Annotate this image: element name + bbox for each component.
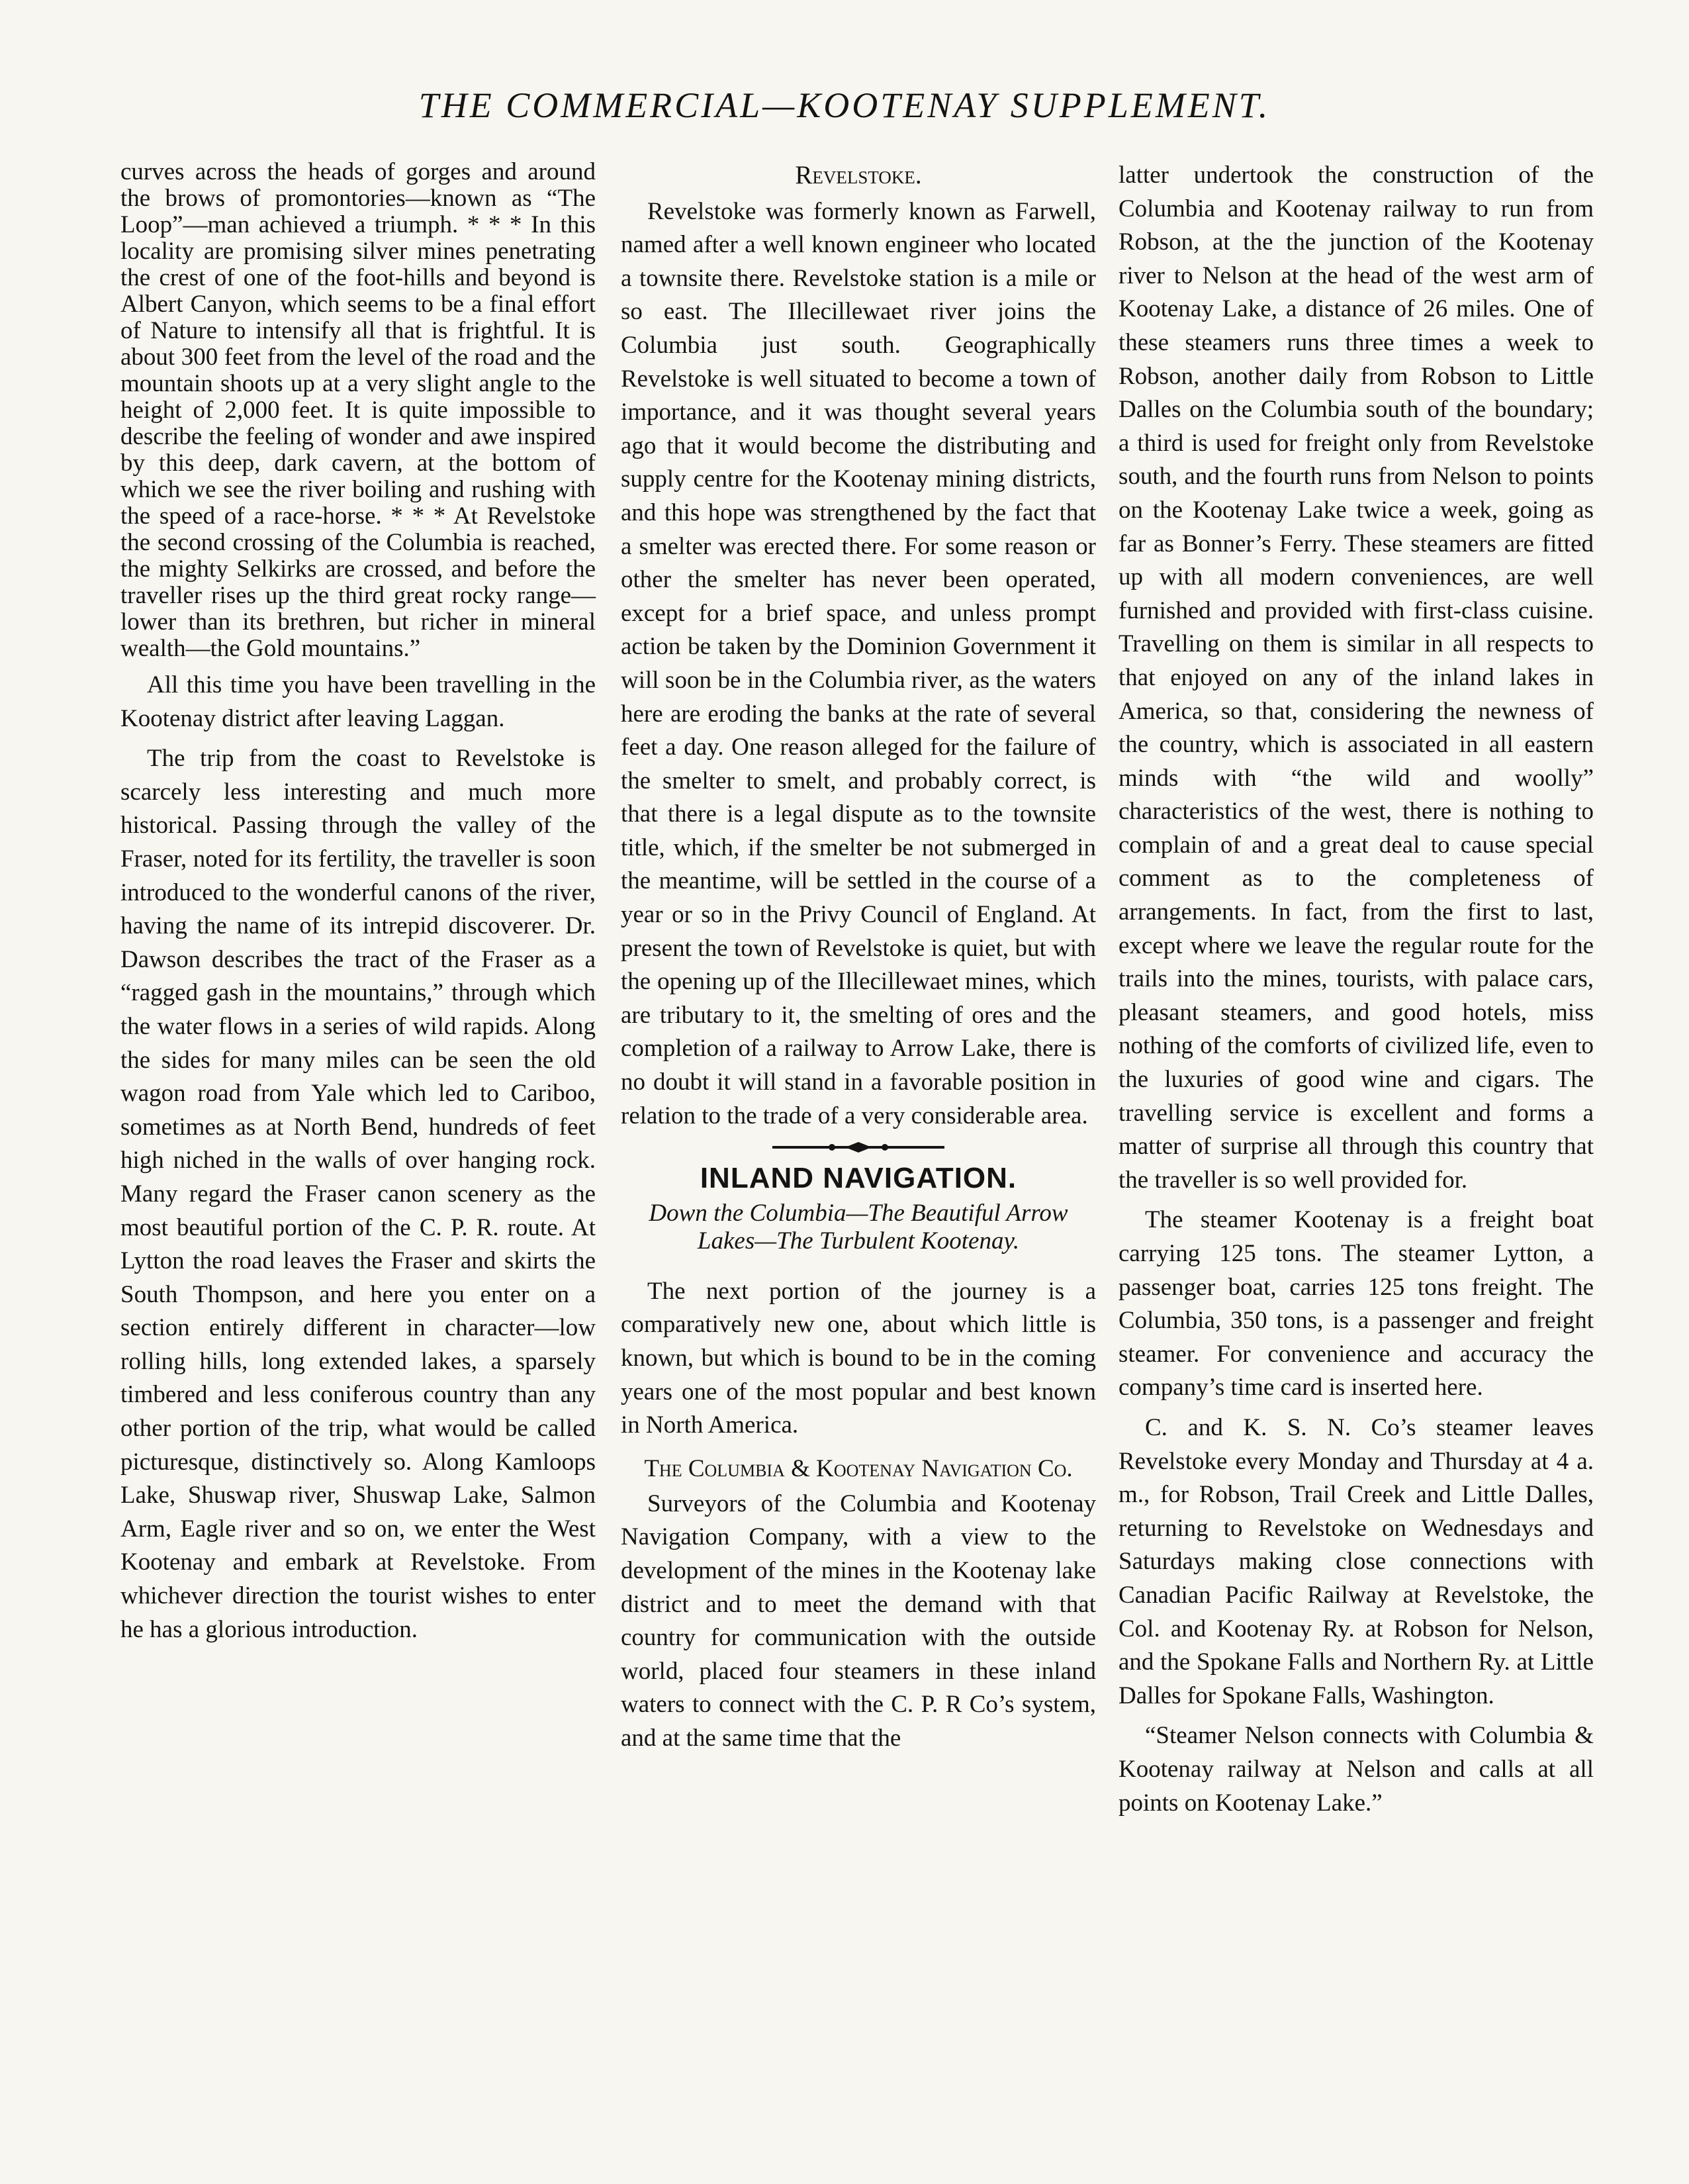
inland-navigation-subtitle: Down the Columbia—The Beautiful Arrow Lakes—The Turbulent Kootenay. bbox=[649, 1199, 1068, 1255]
revelstoke-heading: Revelstoke. bbox=[795, 161, 922, 189]
column1-paragraph-3: The trip from the coast to Revelstoke is scarcely less interesting and much more historical. Passing through the valley of the Fraser, noted for its fertility, the traveller is soon introduced to the wonderful canons of the river, having the name of its intrepid discoverer. Dr. Dawson describes the tract of the Fraser as a “ragged gash in the mountains,” through which the water flows in a series of wild rapids. Along the sides for many miles can be seen the old wagon road from Yale which led to Cariboo, sometimes as at North Bend, hundreds of feet high niched in the walls of over hanging rock. Many regard the Fraser canon scenery as the most beautiful portion of the C. P. R. route. At Lytton the road leaves the Fraser and skirts the South Thompson, and here you enter on a section entirely different in character—low rolling hills, long extended lakes, a sparsely timbered and less coniferous country than any other portion of the trip, what would be called picturesque, distinctively so. Along Kamloops Lake, Shuswap river, Shuswap Lake, Salmon Arm, Eagle river and so on, we enter the West Kootenay and embark at Revelstoke. From whichever direction the tourist wishes to enter he has a glorious introduction. bbox=[120, 745, 596, 1643]
column2-paragraph-3: Surveyors of the Columbia and Kootenay Navigation Company, with a view to the development of the mines in the Kootenay lake district and to meet the demand with that country for communication with the outside world, placed four steamers in these inland waters to connect with the C. P. R Co’s system, and at the same time that the bbox=[621, 1490, 1096, 1752]
column-1 bbox=[120, 159, 596, 1646]
column3-paragraph-4: “Steamer Nelson connects with Columbia & Kootenay railway at Nelson and calls at all points on Kootenay Lake.” bbox=[1118, 1722, 1594, 1817]
ornamental-rule bbox=[621, 1138, 1096, 1157]
column3-paragraph-1: latter undertook the construction of the Columbia and Kootenay railway to run from Robson, at the the junction of the Kootenay river to Nelson at the head of the west arm of Kootenay Lake, a distance of 26 miles. One of these steamers runs three times a week to Robson, another daily from Robson to Little Dalles on the Columbia south of the boundary; a third is used for freight only from Revelstoke south, and the fourth runs from Nelson to points on the Kootenay Lake twice a week, going as far as Bonner’s Ferry. These steamers are fitted up with all modern conveniences, are well furnished and provided with first-class cuisine. Travelling on them is similar in all respects to that enjoyed on any of the inland lakes in America, so that, considering the newness of the country, which is associated in all eastern minds with “the wild and woolly” characteristics of the west, there is nothing to complain of and a great deal to cause special comment as to the completeness of arrangements. In fact, from the first to last, except where we leave the regular route for the trails into the mines, tourists, with palace cars, pleasant steamers, and good hotels, miss nothing of the comforts of civilized life, even to the luxuries of good wine and cigars. The travelling service is excellent and forms a matter of surprise all through this country that the traveller is so well provided for. bbox=[1118, 162, 1594, 1194]
column-3 bbox=[1118, 159, 1594, 1820]
column-2 bbox=[621, 159, 1096, 1756]
column2-paragraph-2: The next portion of the journey is a comparatively new one, about which little is known, but which is bound to be in the coming years one of the most popular and best known in North America. bbox=[621, 1277, 1096, 1439]
column2-paragraph-1: Revelstoke was formerly known as Farwell, named after a well known engineer who located a townsite there. Revelstoke station is a mile or so east. The Illecillewaet river joins the Columbia just south. Geographically Revelstoke is well situated to become a town of importance, and it was thought several years ago that it would become the distributing and supply centre for the Kootenay mining districts, and this hope was strengthened by the fact that a smelter was erected there. For some reason or other the smelter has never been operated, except for a brief space, and unless prompt action be taken by the Dominion Government it will soon be in the Columbia river, as the waters here are eroding the banks at the rate of several feet a day. One reason alleged for the failure of the smelter to smelt, and probably correct, is that there is a legal dispute as to the townsite title, which, if the smelter be not submerged in the meantime, will be settled in the course of a year or so in the Privy Council of England. At present the town of Revelstoke is quiet, but with the opening up of the Illecillewaet mines, which are tributary to it, the smelting of ores and the completion of a railway to Arrow Lake, there is no doubt it will stand in a favorable position in relation to the trade of a very considerable area. bbox=[621, 197, 1096, 1129]
column3-paragraph-3: C. and K. S. N. Co’s steamer leaves Revelstoke every Monday and Thursday at 4 a. m., for Robson, Trail Creek and Little Dalles, returning to Revelstoke on Wednesdays and Saturdays making close connections with Canadian Pacific Railway at Revelstoke, the Col. and Kootenay Ry. at Robson for Nelson, and the Spokane Falls and Northern Ry. at Little Dalles for Spokane Falls, Washington. bbox=[1118, 1413, 1594, 1709]
column1-paragraph-2: All this time you have been travelling in the Kootenay district after leaving Laggan. bbox=[120, 671, 596, 732]
page-header: THE COMMERCIAL—KOOTENAY SUPPLEMENT. bbox=[418, 85, 1271, 125]
navigation-company-heading: The Columbia & Kootenay Navigation Co. bbox=[644, 1454, 1073, 1482]
column1-paragraph-1: curves across the heads of gorges and around the brows of promontories—known as “The Loop”—man achieved a triumph. * * * In this locality are promising silver mines penetrating the crest of one of the foot-hills and beyond is Albert Canyon, which seems to be a final effort of Nature to intensify all that is frightful. It is about 300 feet from the level of the road and the mountain shoots up at a very slight angle to the height of 2,000 feet. It is quite impossible to describe the feeling of wonder and awe inspired by this deep, dark cavern, at the bottom of which we see the river boiling and rushing with the speed of a race-horse. * * * At Revelstoke the second crossing of the Columbia is reached, the mighty Selkirks are crossed, and before the traveller rises up the third great rocky range—lower than its brethren, but richer in mineral wealth—the Gold mountains.” bbox=[120, 158, 596, 662]
inland-navigation-heading: INLAND NAVIGATION. bbox=[700, 1162, 1017, 1195]
column3-paragraph-2: The steamer Kootenay is a freight boat carrying 125 tons. The steamer Lytton, a passenger boat, carries 125 tons freight. The Columbia, 350 tons, is a passenger and freight steamer. For convenience and accuracy the company’s time card is inserted here. bbox=[1118, 1206, 1594, 1401]
